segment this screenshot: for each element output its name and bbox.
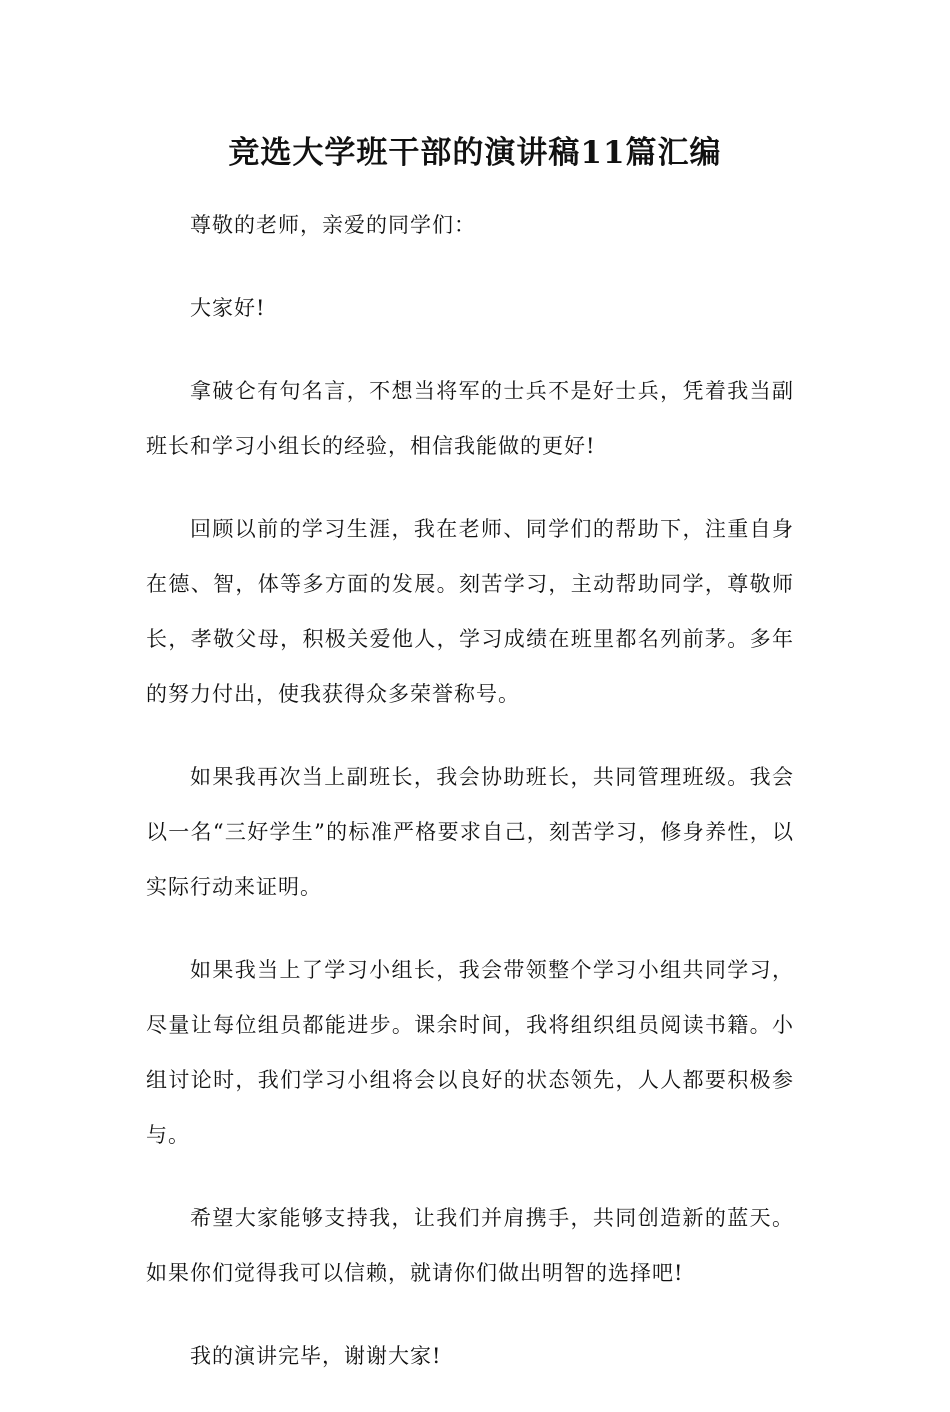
document-body — [146, 198, 794, 1412]
paragraph-appeal: 希望大家能够支持我，让我们并肩携手，共同创造新的蓝天。如果你们觉得我可以信赖，就请你们做出明智的选择吧! — [146, 1206, 794, 1285]
document-title: 竞选大学班干部的演讲稿11篇汇编 — [228, 135, 722, 171]
paragraph-quote: 拿破仑有句名言，不想当将军的士兵不是好士兵，凭着我当副班长和学习小组长的经验，相信我能做的更好! — [146, 379, 794, 458]
paragraph-greeting: 大家好! — [190, 296, 266, 320]
paragraph-vice-monitor: 如果我再次当上副班长，我会协助班长，共同管理班级。我会以一名“三好学生”的标准严格要求自己，刻苦学习，修身养性，以实际行动来证明。 — [146, 765, 794, 899]
paragraph-group-leader: 如果我当上了学习小组长，我会带领整个学习小组共同学习，尽量让每位组员都能进步。课余时间，我将组织组员阅读书籍。小组讨论时，我们学习小组将会以良好的状态领先，人人都要积极参与。 — [146, 958, 794, 1147]
paragraph-review: 回顾以前的学习生涯，我在老师、同学们的帮助下，注重自身在德、智，体等多方面的发展。刻苦学习，主动帮助同学，尊敬师长，孝敬父母，积极关爱他人，学习成绩在班里都名列前茅。多年的努力付出，使我获得众多荣誉称号。 — [146, 517, 794, 706]
paragraph-closing: 我的演讲完毕，谢谢大家! — [190, 1344, 442, 1368]
paragraph-salutation: 尊敬的老师，亲爱的同学们： — [190, 213, 476, 237]
